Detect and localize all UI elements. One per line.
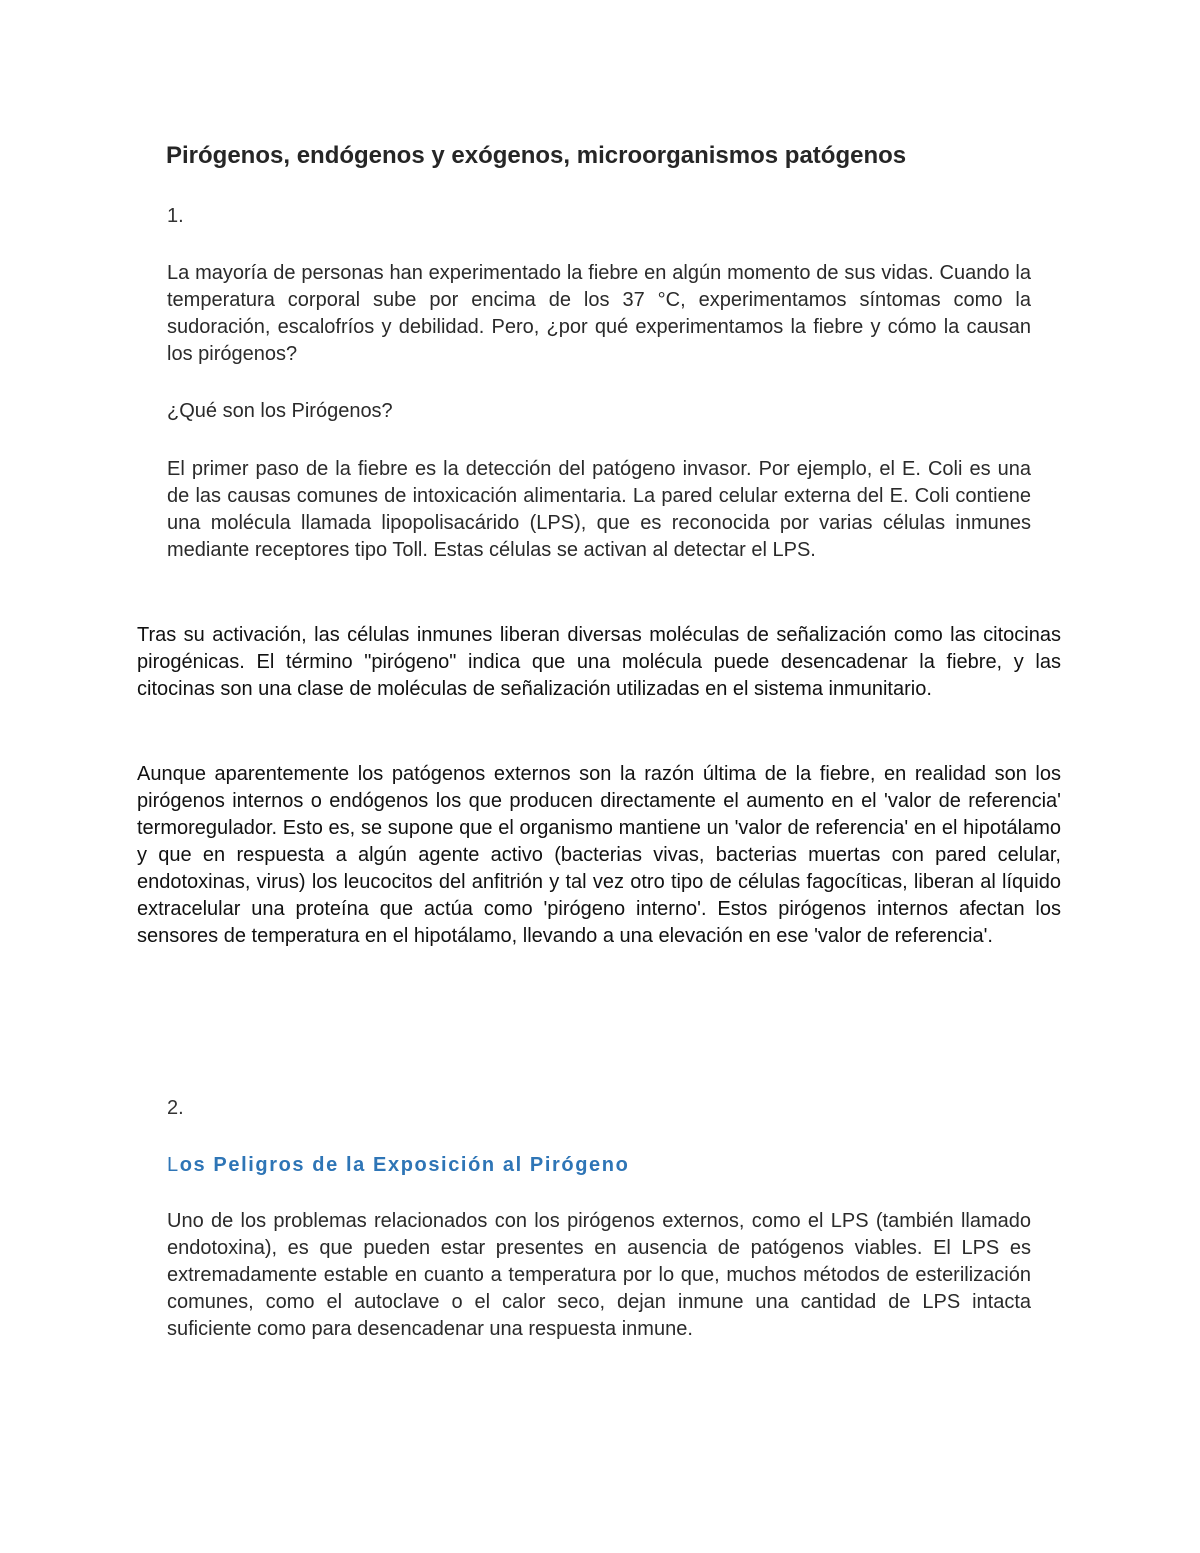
- section-2-heading-rest: os Peligros de la Exposición al Pirógeno: [179, 1154, 630, 1176]
- paragraph-endogenous-pyrogens: Aunque aparentemente los patógenos externos son la razón última de la fiebre, en realidad son los pirógenos internos o endógenos los que producen directamente el aumento en el 'valor de referencia' termoregulador. Esto es, se supone que el organismo mantiene un 'valor de referencia' en el hipotálamo y que en respuesta a algún agente activo (bacterias vivas, bacterias muertas con pared celular, endotoxinas, virus) los leucocitos del anfitrión y tal vez otro tipo de células fagocíticas, liberan al líquido extracelular una proteína que actúa como 'pirógeno interno'. Estos pirógenos internos afectan los sensores de temperatura en el hipotálamo, llevando a una elevación en ese 'valor de referencia'.: [137, 763, 1061, 947]
- document-title: Pirógenos, endógenos y exógenos, microorganismos patógenos: [166, 142, 907, 169]
- section-number-2: 2.: [167, 1097, 184, 1119]
- paragraph-dangers: Uno de los problemas relacionados con los pirógenos externos, como el LPS (también llamado endotoxina), es que pueden estar presentes en ausencia de patógenos viables. El LPS es extremadamente estable en cuanto a temperatura por lo que, muchos métodos de esterilización comunes, como el autoclave o el calor seco, dejan inmune una cantidad de LPS intacta suficiente como para desencadenar una respuesta inmune.: [167, 1210, 1031, 1340]
- paragraph-detection: El primer paso de la fiebre es la detección del patógeno invasor. Por ejemplo, el E. Coli es una de las causas comunes de intoxicación alimentaria. La pared celular externa del E. Coli contiene una molécula llamada lipopolisacárido (LPS), que es reconocida por varias células inmunes mediante receptores tipo Toll. Estas células se activan al detectar el LPS.: [167, 458, 1031, 561]
- section-number-1: 1.: [167, 205, 184, 227]
- section-2-heading-first-letter: L: [167, 1154, 180, 1176]
- intro-paragraph: La mayoría de personas han experimentado la fiebre en algún momento de sus vidas. Cuando la temperatura corporal sube por encima de los 37 °C, experimentamos síntomas como la sudoración, escalofríos y debilidad. Pero, ¿por qué experimentamos la fiebre y cómo la causan los pirógenos?: [167, 262, 1031, 365]
- section-2-heading: [167, 1151, 629, 1179]
- paragraph-cytokines: Tras su activación, las células inmunes liberan diversas moléculas de señalización como las citocinas pirogénicas. El término "pirógeno" indica que una molécula puede desencadenar la fiebre, y las citocinas son una clase de moléculas de señalización utilizadas en el sistema inmunitario.: [137, 624, 1061, 700]
- question-heading: ¿Qué son los Pirógenos?: [167, 400, 393, 422]
